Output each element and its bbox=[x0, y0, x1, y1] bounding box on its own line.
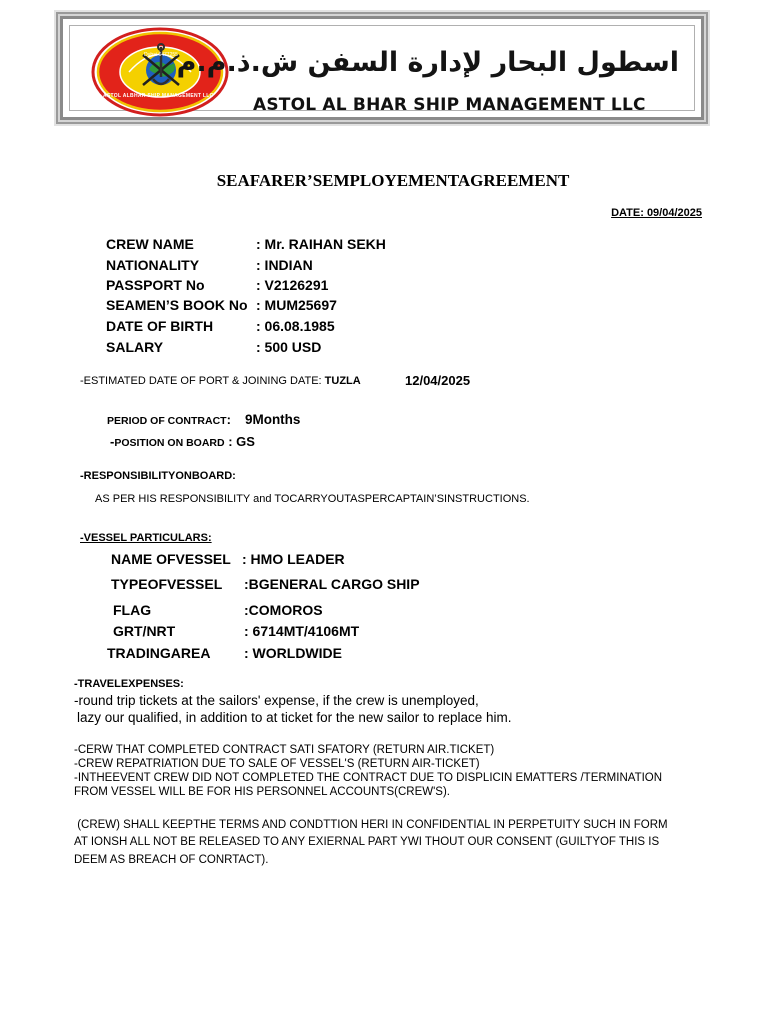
contract-period bbox=[107, 411, 300, 429]
company-name: ASTOL AL BHAR SHIP MANAGEMENT LLC bbox=[253, 95, 646, 115]
flag-label: FLAG bbox=[113, 602, 152, 618]
nationality-label: NATIONALITY bbox=[106, 257, 200, 273]
seamen-book-value: : MUM25697 bbox=[256, 297, 337, 313]
period-sep: : bbox=[226, 412, 231, 427]
position-line bbox=[110, 433, 255, 451]
crew-name-label: CREW NAME bbox=[106, 236, 194, 252]
joining-date: 12/04/2025 bbox=[405, 373, 471, 388]
logo-center-text: Dubai 6477255 bbox=[144, 52, 178, 58]
confidential-line-3: DEEM AS BREACH OF CONRTACT). bbox=[74, 854, 269, 866]
vessel-type-label: TYPEOFVESSEL bbox=[111, 576, 223, 592]
joining-line bbox=[80, 375, 361, 387]
period-label: PERIOD OF CONTRACT bbox=[107, 415, 227, 427]
letterhead-banner bbox=[60, 16, 704, 120]
position-dash: - bbox=[110, 434, 115, 449]
clause-1: -CERW THAT COMPLETED CONTRACT SATI SFATORY (RETURN AIR.TICKET) bbox=[74, 744, 495, 756]
confidential-line-1: (CREW) SHALL KEEPTHE TERMS AND CONDTTION HERI IN CONFIDENTIAL IN PERPETUITY SUCH IN FORM bbox=[74, 819, 668, 831]
vessel-type-value: :BGENERAL CARGO SHIP bbox=[244, 576, 420, 592]
travel-line-1: -round trip tickets at the sailors' expense, if the crew is unemployed, bbox=[74, 693, 479, 708]
flag-value: :COMOROS bbox=[244, 602, 323, 618]
period-value: 9Months bbox=[244, 412, 301, 427]
salary-value: : 500 USD bbox=[256, 339, 322, 355]
passport-label: PASSPORT No bbox=[106, 277, 205, 293]
vessel-name-value: : HMO LEADER bbox=[242, 551, 345, 567]
joining-label: -ESTIMATED DATE OF PORT & JOINING DATE: bbox=[80, 375, 325, 387]
crew-name-value: : Mr. RAIHAN SEKH bbox=[256, 236, 386, 252]
trading-area-label: TRADINGAREA bbox=[107, 645, 211, 661]
vessel-name-label: NAME OFVESSEL bbox=[111, 551, 231, 567]
responsibility-heading: -RESPONSIBILITYONBOARD: bbox=[80, 470, 236, 482]
trading-area-value: : WORLDWIDE bbox=[244, 645, 342, 661]
confidential-line-2: AT IONSH ALL NOT BE RELEASED TO ANY EXIERNAL PART YWI THOUT OUR CONSENT (GUILTYOF THIS IS bbox=[74, 836, 660, 848]
clause-3: -INTHEEVENT CREW DID NOT COMPLETED THE CONTRACT DUE TO DISPLICIN EMATTERS /TERMINATION bbox=[74, 772, 663, 784]
logo-ring-text: ASTOL ALBHAR SHIP MANAGEMENT LLC bbox=[103, 93, 214, 99]
position-sep: : bbox=[224, 434, 237, 449]
vessel-heading: -VESSEL PARTICULARS: bbox=[80, 532, 212, 544]
position-value: GS bbox=[236, 434, 255, 449]
document-title: SEAFARER’SEMPLOYEMENTAGREEMENT bbox=[216, 171, 570, 190]
clause-2: -CREW REPATRIATION DUE TO SALE OF VESSEL'S (RETURN AIR-TICKET) bbox=[74, 758, 480, 770]
clause-4: FROM VESSEL WILL BE FOR HIS PERSONNEL ACCOUNTS(CREW'S). bbox=[74, 786, 451, 798]
responsibility-text: AS PER HIS RESPONSIBILITY and TOCARRYOUTASPERCAPTAIN’SINSTRUCTIONS. bbox=[95, 493, 530, 505]
document-date: DATE: 09/04/2025 bbox=[611, 207, 702, 219]
grt-nrt-label: GRT/NRT bbox=[113, 623, 176, 639]
grt-nrt-value: : 6714MT/4106MT bbox=[244, 623, 360, 639]
position-label: POSITION ON BOARD bbox=[114, 437, 225, 449]
travel-line-2: lazy our qualified, in addition to at ticket for the new sailor to replace him. bbox=[77, 710, 512, 725]
dob-label: DATE OF BIRTH bbox=[106, 318, 214, 334]
seamen-book-label: SEAMEN’S BOOK No bbox=[106, 297, 248, 313]
salary-label: SALARY bbox=[106, 339, 164, 355]
joining-port: TUZLA bbox=[324, 375, 361, 387]
arabic-company-name: اسطول البحار لإدارة السفن ش.ذ.م.م bbox=[176, 47, 679, 78]
dob-value: : 06.08.1985 bbox=[256, 318, 335, 334]
travel-heading: -TRAVELEXPENSES: bbox=[74, 678, 184, 690]
passport-value: : V2126291 bbox=[256, 277, 329, 293]
nationality-value: : INDIAN bbox=[256, 257, 313, 273]
